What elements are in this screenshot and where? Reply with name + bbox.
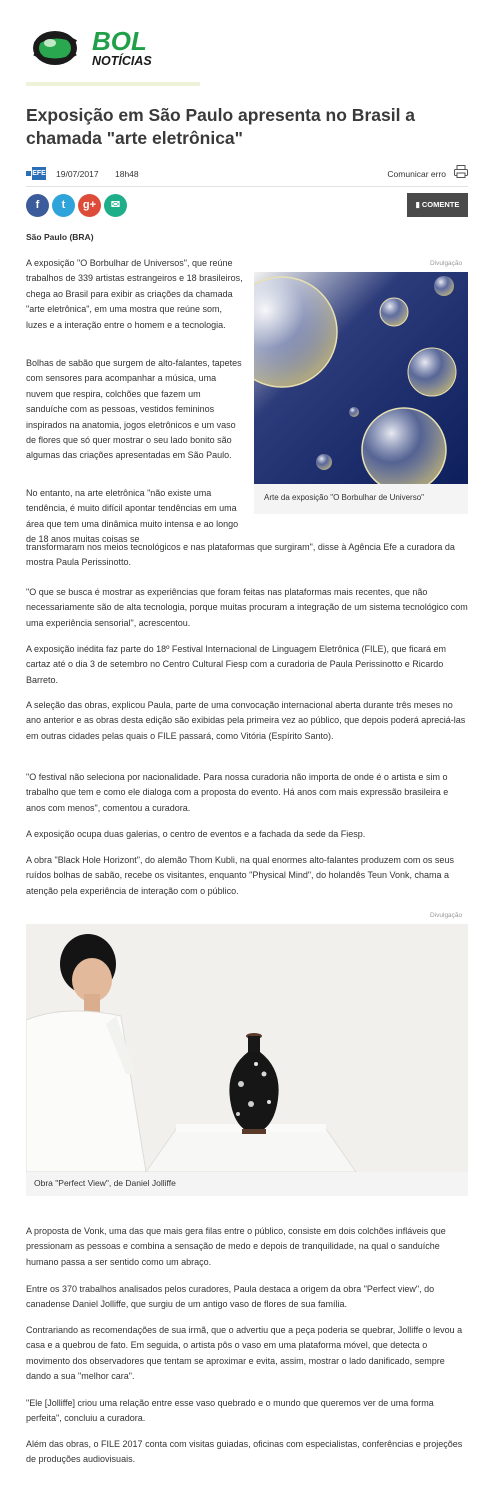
article-time: 18h48 <box>115 169 139 179</box>
paragraph: A exposição inédita faz parte do 18º Festival Internacional de Linguagem Eletrônica (FILE), que ficará em cartaz até o dia 3 de setembro no Centro Cultural Fiesp com a curadoria de Paula Perissinotto e Ricardo Barreto. <box>26 644 447 685</box>
photo-credit: Divulgação <box>430 912 463 919</box>
twitter-share-button[interactable]: t <box>52 194 75 217</box>
paragraph: No entanto, na arte eletrônica "não existe uma tendência, é muito difícil apontar tendências em uma área que tem uma dinâmica muito intensa e ao longo de 18 anos muitas coisas se <box>26 488 239 545</box>
paragraph: Além das obras, o FILE 2017 conta com visitas guiadas, oficinas com especialistas, conferências e projeções de produções audiovisuais. <box>26 1439 463 1465</box>
comment-button[interactable]: ▮ COMENTE <box>407 193 468 217</box>
article-title: Exposição em São Paulo apresenta no Brasil a chamada "arte eletrônica" <box>26 105 416 148</box>
facebook-share-button[interactable]: f <box>26 194 49 217</box>
logo-underline <box>26 82 200 86</box>
paragraph: "O festival não seleciona por nacionalidade. Para nossa curadoria não importa de onde é o artista e sim o trabalho que tem e como ele dialoga com a proposta do evento. Há anos com mais expressão brasileira e anos com menos", comentou a curadora. <box>26 772 449 813</box>
photo-credit: Divulgação <box>430 260 463 267</box>
paragraph: transformaram nos meios tecnológicos e nas plataformas que surgiram", disse à Agência Efe a curadora da mostra Paula Perissinotto. <box>26 542 455 568</box>
paragraph: "O que se busca é mostrar as experiências que foram feitas nas plataformas mais recentes, que não necessariamente são de alta tecnologia, porque muitas procuram a integração de um sistema tecnológico com uma experiência sensorial", acrescentou. <box>26 587 468 628</box>
paragraph: Contrariando as recomendações de sua irmã, que o advertiu que a peça poderia se quebrar, Jolliffe o levou a casa e a quebrou de fato. Em seguida, o artista pôs o vaso em uma plataforma móvel, que detecta o movimento dos observadores que tentam se aproximar e evita, assim, mostrar o lado danificado, sempre dando a sua "melhor cara". <box>26 1325 463 1382</box>
article-meta <box>26 164 468 186</box>
paragraph: A proposta de Vonk, uma das que mais gera filas entre o público, consiste em dois colchões infláveis que pressionam as pessoas e combina a sensação de medo e depois de tranquilidade, na qual o sanduíche humano passa a ser sentido como um abraço. <box>26 1226 446 1267</box>
comment-icon: ▮ <box>415 200 420 209</box>
paragraph: Bolhas de sabão que surgem de alto-falantes, tapetes com sensores para acompanhar a música, uma nuvem que respira, colchões que fazem um sanduíche com as pessoas, vestidos femininos inspirados na anatomia, jogos eletrônicos e um vaso de flores que só quer mostrar o seu lado bonito são algumas das criações apresentadas em São Paulo. <box>26 358 242 461</box>
brand-section: NOTÍCIAS <box>92 54 152 68</box>
paragraph: A seleção das obras, explicou Paula, parte de uma convocação internacional aberta durante três meses no ano anterior e as obras desta edição são exibidas pela primeira vez ao público, que depois poderá apreciá-las em outras cidades pelas quais o FILE passará, como Vitória (Espírito Santo). <box>26 700 466 741</box>
printer-icon[interactable] <box>454 165 468 178</box>
artwork-photo <box>26 924 468 1172</box>
globe-logo-icon <box>30 26 80 66</box>
article-location: São Paulo (BRA) <box>26 232 94 242</box>
divider <box>26 186 468 187</box>
exhibition-photo <box>254 272 468 484</box>
report-error-link[interactable]: Comunicar erro <box>387 169 446 179</box>
site-logo[interactable] <box>26 24 201 88</box>
paragraph: A exposição ocupa duas galerias, o centro de eventos e a fachada da sede da Fiesp. <box>26 829 366 839</box>
paragraph: "Ele [Jolliffe] criou uma relação entre esse vaso quebrado e o mundo que queremos ver de uma forma perfeita", concluiu a curadora. <box>26 1398 434 1424</box>
photo-caption: Arte da exposição "O Borbulhar de Universo" <box>254 484 468 514</box>
agency-logo-icon: EFE <box>26 167 48 180</box>
google-plus-share-button[interactable]: g+ <box>78 194 101 217</box>
paragraph: Entre os 370 trabalhos analisados pelos curadores, Paula destaca a origem da obra "Perfect view", do canadense Daniel Jolliffe, que surgiu de um antigo vaso de flores de sua família. <box>26 1284 435 1310</box>
article-date: 19/07/2017 <box>56 169 99 179</box>
photo-caption: Obra "Perfect View", de Daniel Jolliffe <box>26 1172 468 1196</box>
paragraph: A obra "Black Hole Horizont", do alemão Thom Kubli, na qual enormes alto-falantes produzem com os seus ruídos bolhas de sabão, recebe os visitantes, enquanto "Physical Mind", do holandês Teun Vonk, chama a atenção pela experiência de interação com o público. <box>26 855 454 896</box>
brand-name: BOL <box>92 26 147 56</box>
paragraph: A exposição "O Borbulhar de Universos", que reúne trabalhos de 339 artistas estrangeiros e 18 brasileiros, chega ao Brasil para exibir as criações da chamada "arte eletrônica", em uma mostra que reúne som, luzes e a interação entre o homem e a tecnologia. <box>26 258 243 330</box>
email-share-button[interactable]: ✉ <box>104 194 127 217</box>
